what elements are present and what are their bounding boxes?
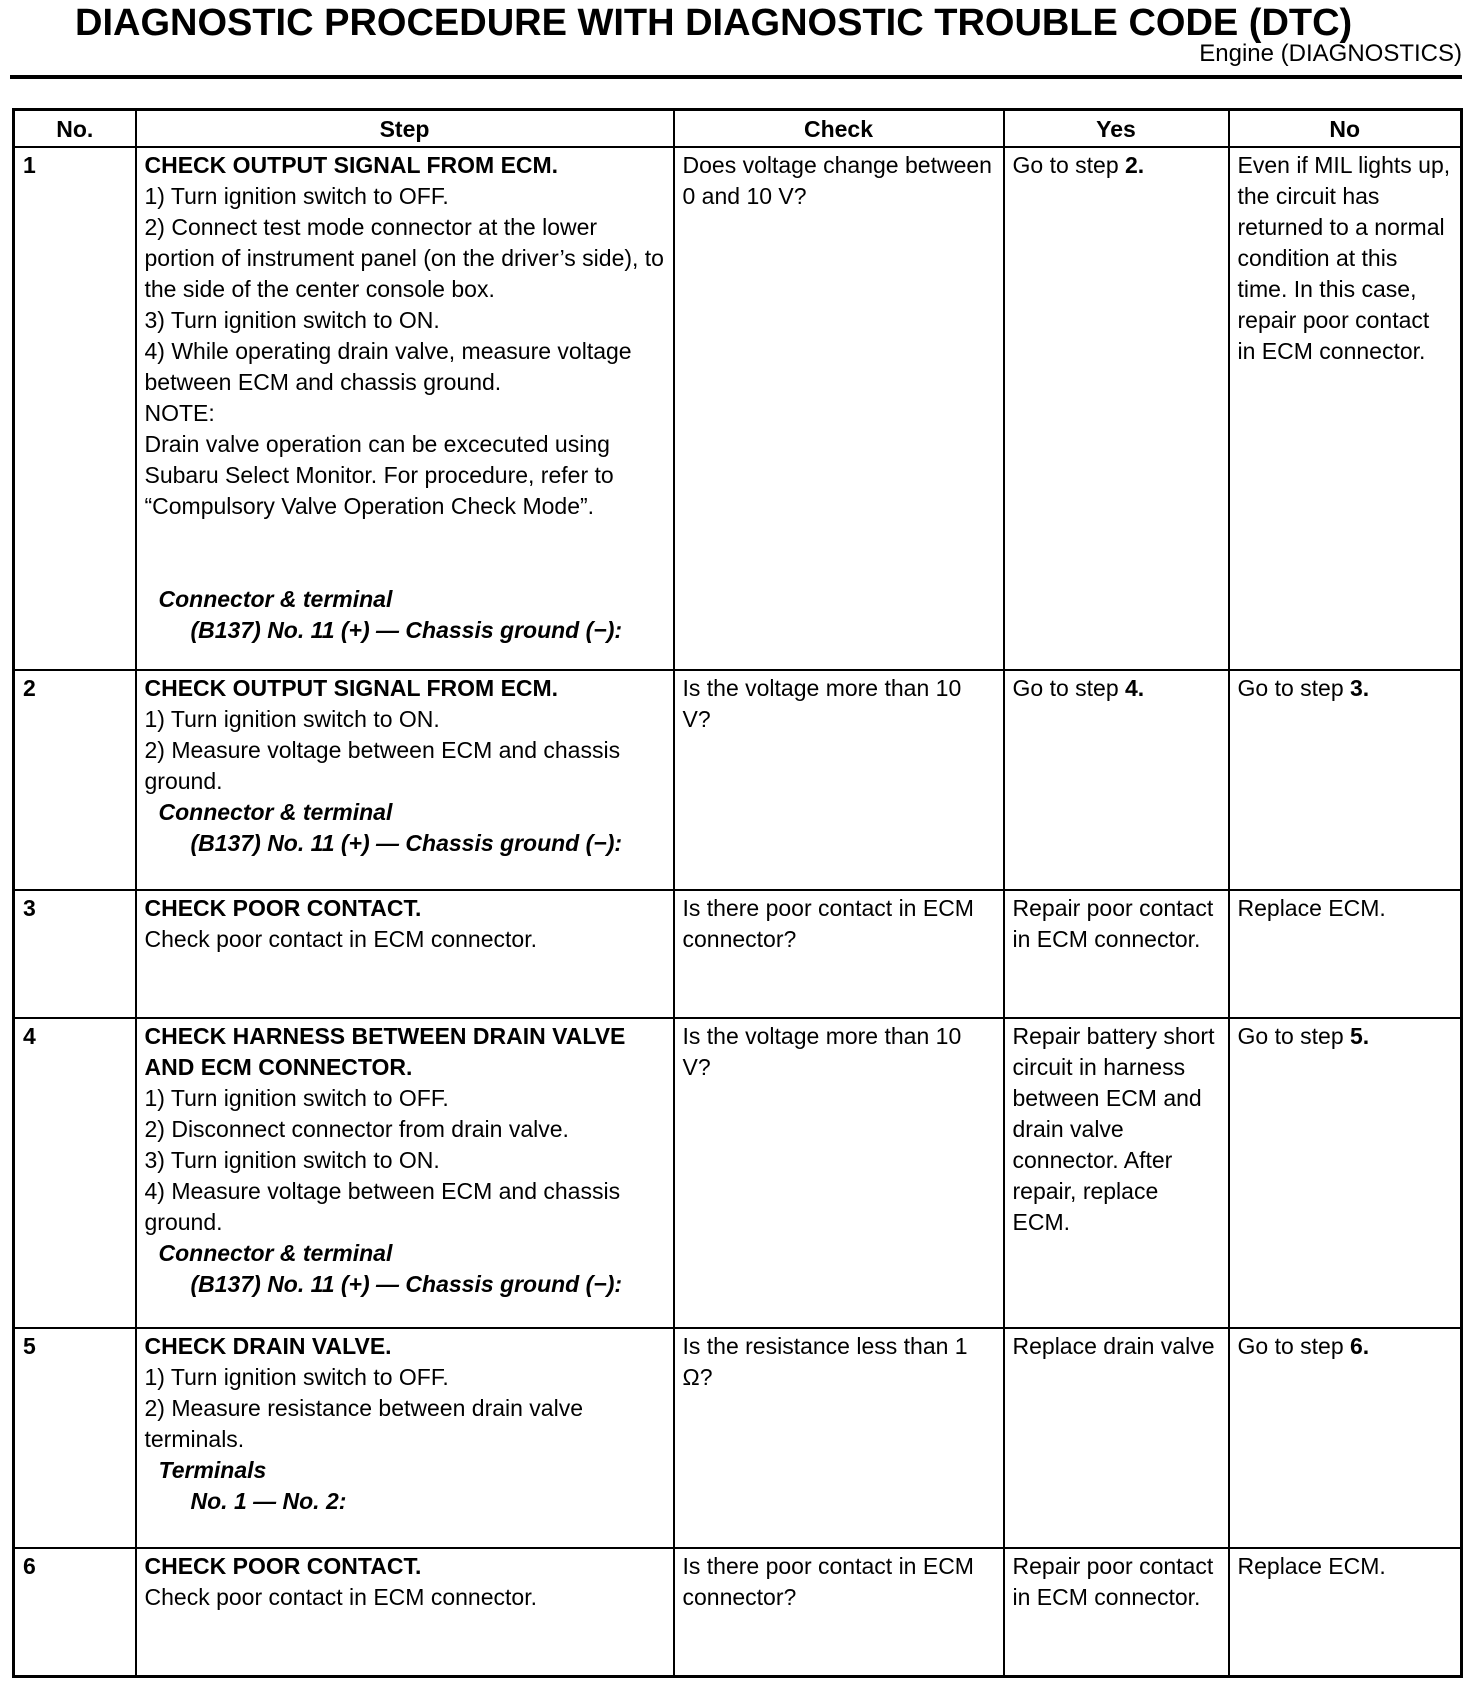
step-line: Check poor contact in ECM connector.: [144, 926, 537, 952]
step-line: 1) Turn ignition switch to OFF.: [144, 1364, 449, 1390]
yes-step-ref: 4.: [1125, 675, 1145, 701]
check-cell: Is the voltage more than 10 V?: [674, 670, 1004, 890]
column-header-step: Step: [136, 110, 674, 148]
no-cell: [1229, 670, 1462, 890]
yes-cell: [1004, 1328, 1229, 1548]
step-cell: [136, 147, 674, 670]
step-number: 1: [14, 147, 136, 670]
no-text: Even if MIL lights up, the circuit has returned to a normal condition at this time. In this case, repair poor contact in ECM connector.: [1237, 152, 1451, 364]
step-cell: [136, 670, 674, 890]
table-row: [14, 670, 1462, 890]
step-cell: [136, 1018, 674, 1328]
step-number: 2: [14, 670, 136, 890]
step-line: 4) While operating drain valve, measure voltage between ECM and chassis ground.: [144, 338, 632, 395]
table-row: [14, 1018, 1462, 1328]
no-text: Go to step: [1237, 1333, 1351, 1359]
table-header-row: [14, 110, 1462, 148]
spec-heading: Connector & terminal: [158, 1240, 393, 1266]
no-text: Replace ECM.: [1237, 1553, 1386, 1579]
step-title: CHECK DRAIN VALVE.: [144, 1333, 392, 1359]
no-step-ref: 3.: [1350, 675, 1370, 701]
page-subtitle: Engine (DIAGNOSTICS): [1199, 40, 1462, 67]
check-cell: Is there poor contact in ECM connector?: [674, 1548, 1004, 1676]
step-number: 5: [14, 1328, 136, 1548]
check-cell: Does voltage change between 0 and 10 V?: [674, 147, 1004, 670]
yes-cell: [1004, 890, 1229, 1018]
no-cell: [1229, 890, 1462, 1018]
step-number: 6: [14, 1548, 136, 1676]
step-line: 3) Turn ignition switch to ON.: [144, 1147, 440, 1173]
no-text: Replace ECM.: [1237, 895, 1386, 921]
step-line: 2) Disconnect connector from drain valve.: [144, 1116, 569, 1142]
check-cell: Is the voltage more than 10 V?: [674, 1018, 1004, 1328]
yes-text: Go to step: [1012, 152, 1126, 178]
step-note-label: NOTE:: [144, 400, 215, 426]
step-line: 1) Turn ignition switch to ON.: [144, 706, 440, 732]
yes-text: Replace drain valve: [1012, 1333, 1215, 1359]
yes-text: Repair poor contact in ECM connector.: [1012, 895, 1214, 952]
no-step-ref: 6.: [1350, 1333, 1370, 1359]
yes-text: Go to step: [1012, 675, 1126, 701]
check-cell: Is the resistance less than 1 Ω?: [674, 1328, 1004, 1548]
column-header-yes: Yes: [1004, 110, 1229, 148]
step-title: CHECK HARNESS BETWEEN DRAIN VALVE AND ECM CONNECTOR.: [144, 1023, 626, 1080]
table-row: [14, 890, 1462, 1018]
page-header: [10, 0, 1462, 82]
step-number: 3: [14, 890, 136, 1018]
step-cell: [136, 1328, 674, 1548]
step-cell: [136, 1548, 674, 1676]
step-line: 4) Measure voltage between ECM and chassis ground.: [144, 1178, 621, 1235]
no-cell: [1229, 1328, 1462, 1548]
diagnostic-table: [12, 108, 1463, 1678]
header-divider: [10, 75, 1462, 79]
no-step-ref: 5.: [1350, 1023, 1370, 1049]
page-title: DIAGNOSTIC PROCEDURE WITH DIAGNOSTIC TROUBLE CODE (DTC): [75, 2, 1353, 44]
yes-cell: [1004, 1018, 1229, 1328]
step-line: 1) Turn ignition switch to OFF.: [144, 183, 449, 209]
step-title: CHECK OUTPUT SIGNAL FROM ECM.: [144, 152, 559, 178]
no-cell: [1229, 1548, 1462, 1676]
spec-value: (B137) No. 11 (+) — Chassis ground (−):: [190, 830, 623, 856]
no-cell: [1229, 147, 1462, 670]
step-title: CHECK POOR CONTACT.: [144, 895, 422, 921]
column-header-check: Check: [674, 110, 1004, 148]
spec-value: (B137) No. 11 (+) — Chassis ground (−):: [190, 1271, 623, 1297]
step-cell: [136, 890, 674, 1018]
yes-cell: [1004, 1548, 1229, 1676]
yes-text: Repair poor contact in ECM connector.: [1012, 1553, 1214, 1610]
yes-cell: [1004, 147, 1229, 670]
step-note-text: Drain valve operation can be excecuted using Subaru Select Monitor. For procedure, refer to “Compulsory Valve Operation Check Mode”.: [144, 431, 614, 519]
step-line: Check poor contact in ECM connector.: [144, 1584, 537, 1610]
spec-value: (B137) No. 11 (+) — Chassis ground (−):: [190, 617, 623, 643]
no-cell: [1229, 1018, 1462, 1328]
check-cell: Is there poor contact in ECM connector?: [674, 890, 1004, 1018]
step-title: CHECK POOR CONTACT.: [144, 1553, 422, 1579]
no-text: Go to step: [1237, 1023, 1351, 1049]
spec-heading: Connector & terminal: [158, 799, 393, 825]
spec-heading: Connector & terminal: [158, 586, 393, 612]
spec-value: No. 1 — No. 2:: [190, 1488, 347, 1514]
column-header-no-result: No: [1229, 110, 1462, 148]
step-line: 2) Measure resistance between drain valve terminals.: [144, 1395, 584, 1452]
step-line: 2) Connect test mode connector at the lower portion of instrument panel (on the driver’s side), to the side of the center console box.: [144, 214, 664, 302]
step-line: 3) Turn ignition switch to ON.: [144, 307, 440, 333]
step-number: 4: [14, 1018, 136, 1328]
table-row: [14, 1548, 1462, 1676]
step-line: 2) Measure voltage between ECM and chassis ground.: [144, 737, 621, 794]
table-row: [14, 147, 1462, 670]
yes-cell: [1004, 670, 1229, 890]
table-row: [14, 1328, 1462, 1548]
spec-heading: Terminals: [158, 1457, 267, 1483]
yes-text: Repair battery short circuit in harness between ECM and drain valve connector. After repair, replace ECM.: [1012, 1023, 1215, 1235]
yes-step-ref: 2.: [1125, 152, 1145, 178]
no-text: Go to step: [1237, 675, 1351, 701]
step-line: 1) Turn ignition switch to OFF.: [144, 1085, 449, 1111]
spacer: [145, 522, 665, 584]
column-header-no: No.: [14, 110, 136, 148]
step-title: CHECK OUTPUT SIGNAL FROM ECM.: [144, 675, 559, 701]
